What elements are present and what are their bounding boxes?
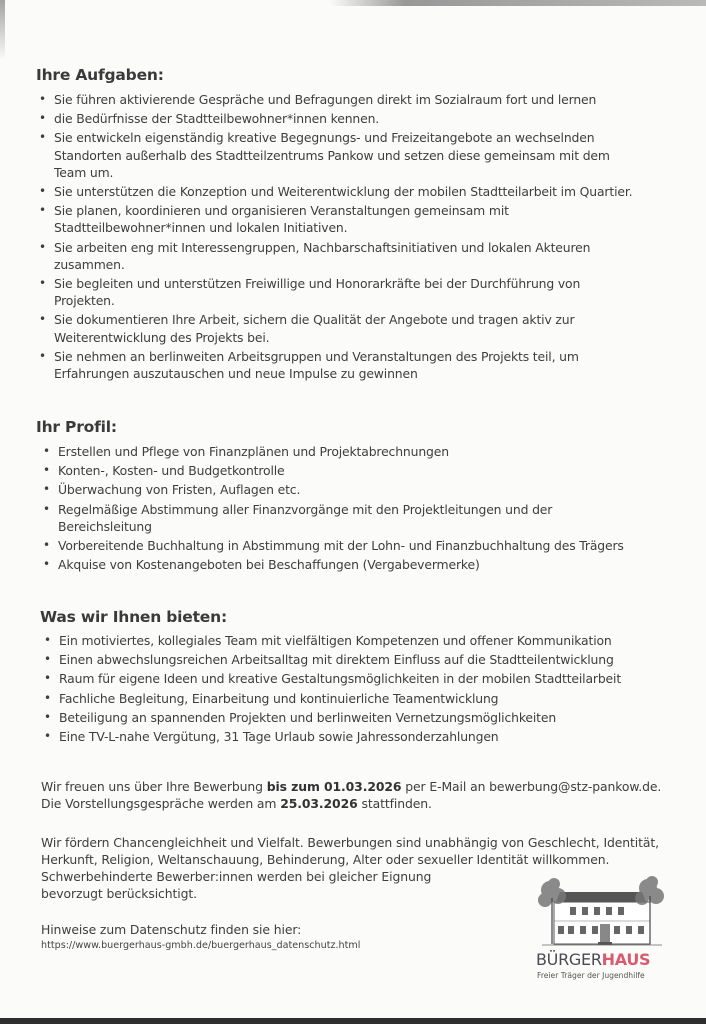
diversity-text-line: Schwerbehinderte Bewerber:innen werden bei gleicher Eignung [41, 869, 432, 884]
logo-tagline: Freier Träger der Jugendhilfe [537, 971, 645, 980]
list-item [42, 632, 682, 649]
page-bottom-edge [0, 1018, 706, 1024]
list-item-text: Sie nehmen an berlinweiten Arbeitsgruppen und Veranstaltungen des Projekts teil, um Erfahrungen auszutauschen und neue Impulse zu gewinnen [54, 348, 579, 382]
list-item [41, 462, 631, 479]
list-item [37, 110, 637, 127]
interview-date: 25.03.2026 [280, 796, 358, 811]
list-item-text: Sie begleiten und unterstützen Freiwillige und Honorarkräfte bei der Durchführung von Projekten. [54, 276, 581, 309]
bullet-icon: • [39, 92, 46, 106]
page-shadow [330, 0, 706, 6]
bullet-icon: • [39, 348, 46, 363]
list-item-text: Konten-, Kosten- und Budgetkontrolle [58, 463, 285, 479]
bullet-icon: • [39, 276, 46, 291]
list-item [41, 481, 631, 498]
bieten-list [42, 632, 682, 745]
list-item-text: Sie führen aktivierende Gespräche und Befragungen direkt im Sozialraum fort und lernen [54, 92, 597, 107]
bullet-icon: • [44, 633, 51, 647]
list-item-text: Einen abwechslungsreichen Arbeitsalltag mit direktem Einfluss auf die Stadtteilentwicklung [59, 652, 614, 668]
bullet-icon: • [44, 729, 51, 744]
interview-date-text [41, 795, 432, 813]
aufgaben-list [37, 91, 637, 382]
list-item-text: Sie entwickeln eigenständig kreative Begegnungs- und Freizeitangebote an wechselnden Standorten außerhalb des Stadtteilzentrums Pankow und setzen diese gemeinsam mit dem Team um. [54, 130, 610, 180]
bullet-icon: • [44, 690, 51, 705]
list-item [37, 239, 637, 273]
bullet-icon: • [39, 111, 46, 126]
bullet-icon: • [39, 312, 46, 327]
bullet-icon: • [44, 671, 51, 686]
list-item [41, 501, 631, 535]
diversity-text-line: Herkunft, Religion, Weltanschauung, Behinderung, Alter oder sexueller Identität willkommen. [41, 852, 610, 867]
list-item-text: Sie planen, koordinieren und organisieren Veranstaltungen gemeinsam mit Stadtteilbewohner*innen und lokalen Initiativen. [54, 203, 509, 236]
diversity-text-line: Wir fördern Chancengleichheit und Vielfalt. Bewerbungen sind unabhängig von Geschlecht, Identität, [41, 835, 659, 850]
list-item [42, 690, 682, 707]
logo-wordmark [536, 950, 650, 969]
bullet-icon: • [39, 184, 46, 199]
bullet-icon: • [44, 652, 51, 667]
bullet-icon: • [39, 130, 46, 145]
logo-text-red: HAUS [601, 950, 651, 969]
list-item [37, 202, 637, 236]
list-item [37, 183, 637, 200]
list-item-text: Vorbereitende Buchhaltung in Abstimmung mit der Lohn- und Finanzbuchhaltung des Trägers [58, 538, 624, 554]
bullet-icon: • [43, 463, 50, 478]
page-shadow [0, 0, 5, 60]
section-title-aufgaben: Ihre Aufgaben: [36, 66, 164, 84]
profil-list [41, 443, 631, 573]
text-fragment: Wir freuen uns über Ihre Bewerbung [41, 779, 267, 794]
list-item-text: Erstellen und Pflege von Finanzplänen und Projektabrechnungen [58, 444, 449, 459]
list-item-text: Beteiligung an spannenden Projekten und berlinweiten Vernetzungsmöglichkeiten [59, 709, 557, 725]
list-item-text: Regelmäßige Abstimmung aller Finanzvorgänge mit den Projektleitungen und der Bereichsleitung [58, 501, 553, 534]
list-item-text: die Bedürfnisse der Stadtteilbewohner*innen kennen. [54, 111, 380, 127]
list-item [42, 651, 682, 668]
list-item [37, 275, 637, 309]
text-fragment: stattfinden. [357, 796, 432, 811]
list-item [37, 129, 637, 181]
buergerhaus-logo [536, 876, 668, 986]
privacy-label: Hinweise zum Datenschutz finden sie hier: [41, 922, 302, 937]
section-title-profil: Ihr Profil: [36, 418, 117, 436]
list-item [37, 311, 637, 345]
list-item-text: Akquise von Kostenangeboten bei Beschaffungen (Vergabevermerke) [58, 557, 480, 573]
list-item-text: Sie unterstützen die Konzeption und Weiterentwicklung der mobilen Stadtteilarbeit im Quartier. [54, 184, 633, 200]
list-item-text: Sie dokumentieren Ihre Arbeit, sichern die Qualität der Angebote und tragen aktiv zur Weiterentwicklung des Projekts bei. [54, 312, 575, 345]
bullet-icon: • [43, 482, 50, 497]
list-item [42, 670, 682, 687]
text-fragment: Die Vorstellungsgespräche werden am [41, 796, 281, 811]
section-title-bieten: Was wir Ihnen bieten: [40, 608, 227, 626]
bullet-icon: • [44, 709, 51, 724]
list-item [41, 537, 631, 554]
list-item-text: Überwachung von Fristen, Auflagen etc. [58, 482, 301, 498]
list-item [42, 709, 682, 726]
application-deadline-text [41, 778, 661, 796]
list-item [42, 728, 682, 745]
bullet-icon: • [43, 538, 50, 553]
list-item [37, 348, 637, 382]
list-item [37, 91, 637, 108]
list-item [41, 443, 631, 460]
list-item [41, 556, 631, 573]
bullet-icon: • [39, 203, 46, 218]
logo-text-dark: BÜRGER [536, 950, 602, 969]
list-item-text: Sie arbeiten eng mit Interessengruppen, Nachbarschaftsinitiativen und lokalen Akteuren zusammen. [54, 239, 591, 272]
list-item-text: Eine TV-L-nahe Vergütung, 31 Tage Urlaub sowie Jahressonderzahlungen [59, 729, 499, 745]
bullet-icon: • [39, 239, 46, 254]
list-item-text: Ein motiviertes, kollegiales Team mit vielfältigen Kompetenzen und offener Kommunikation [59, 633, 612, 648]
deadline-date: bis zum 01.03.2026 [266, 779, 402, 794]
privacy-url-link[interactable]: https://www.buergerhaus-gmbh.de/buergerhaus_datenschutz.html [41, 940, 361, 951]
text-fragment: per E-Mail an bewerbung@stz-pankow.de. [401, 779, 662, 794]
bullet-icon: • [43, 557, 50, 572]
bullet-icon: • [43, 501, 50, 516]
list-item-text: Fachliche Begleitung, Einarbeitung und kontinuierliche Teamentwicklung [59, 690, 499, 706]
building-illustration-icon [536, 876, 668, 948]
diversity-text-line: bevorzugt berücksichtigt. [41, 886, 197, 901]
list-item-text: Raum für eigene Ideen und kreative Gestaltungsmöglichkeiten in der mobilen Stadtteilarbeit [59, 671, 622, 687]
bullet-icon: • [43, 444, 50, 458]
